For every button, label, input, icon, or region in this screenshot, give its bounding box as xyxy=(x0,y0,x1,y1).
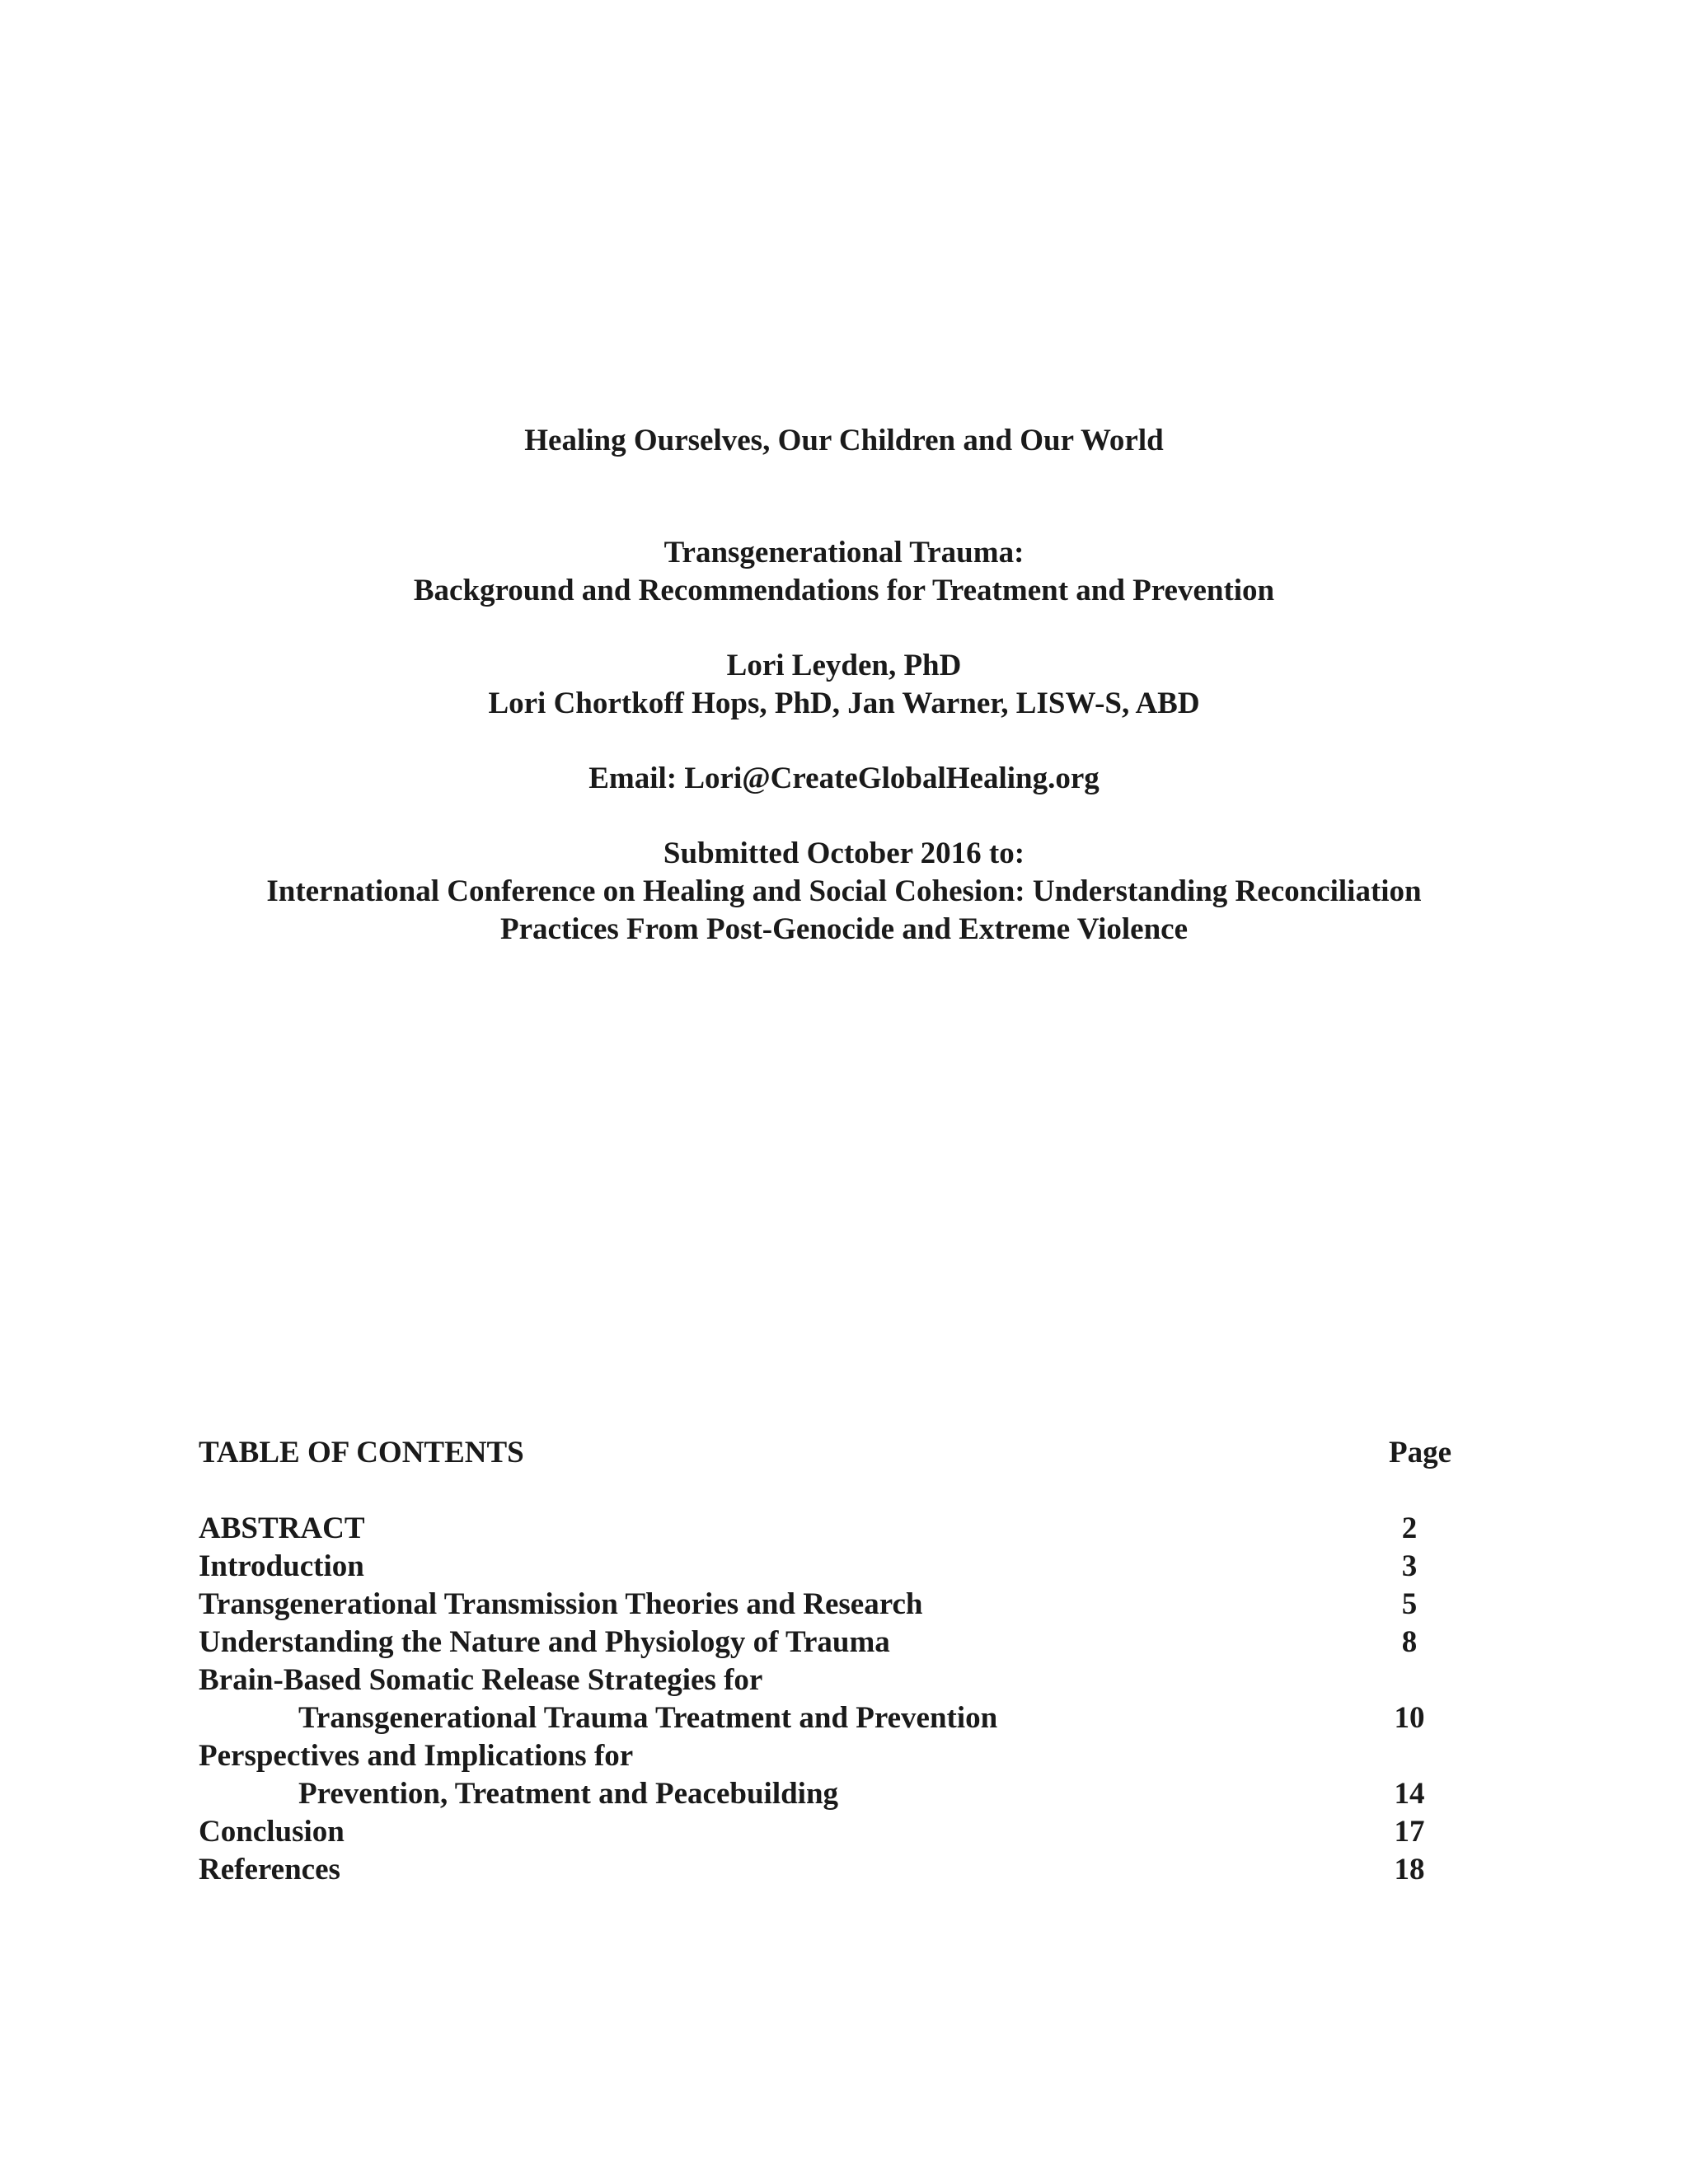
toc-entry xyxy=(199,1851,1451,1889)
contact-email: Email: Lori@CreateGlobalHealing.org xyxy=(588,762,1100,795)
toc-entry-page: 8 xyxy=(1401,1625,1418,1659)
toc-entry xyxy=(199,1737,1451,1775)
toc-header xyxy=(199,1434,1451,1472)
toc-entry-label: Prevention, Treatment and Peacebuilding xyxy=(298,1777,839,1811)
document-title: Healing Ourselves, Our Children and Our World xyxy=(524,424,1164,457)
toc-entry-page: 10 xyxy=(1394,1701,1425,1735)
toc-entry xyxy=(199,1586,1451,1624)
toc-entry-label: Brain-Based Somatic Release Strategies for xyxy=(199,1663,763,1697)
toc-heading: TABLE OF CONTENTS xyxy=(199,1436,524,1469)
toc-page-column-label: Page xyxy=(1388,1436,1451,1469)
toc-entry xyxy=(199,1624,1451,1661)
toc-entry-page: 3 xyxy=(1401,1549,1418,1583)
toc-entry-page: 5 xyxy=(1401,1587,1418,1621)
toc-entry-page: 17 xyxy=(1394,1815,1425,1849)
table-of-contents xyxy=(199,1434,1451,1889)
paper-title-line-1: Transgenerational Trauma: xyxy=(663,536,1025,569)
toc-entry xyxy=(199,1548,1451,1586)
author-line-1: Lori Leyden, PhD xyxy=(726,649,962,682)
toc-entry-label: Transgenerational Transmission Theories and Research xyxy=(199,1587,923,1621)
paper-title-line-2: Background and Recommendations for Treatment and Prevention xyxy=(413,574,1275,607)
submission-line-3: Practices From Post-Genocide and Extreme Violence xyxy=(500,912,1188,946)
toc-entry-label: References xyxy=(199,1853,340,1886)
toc-entry xyxy=(199,1699,1451,1737)
submission-line-2: International Conference on Healing and Social Cohesion: Understanding Reconciliation xyxy=(266,874,1422,908)
toc-entry-label: Conclusion xyxy=(199,1815,345,1849)
toc-entry-label: Perspectives and Implications for xyxy=(199,1739,634,1773)
author-line-2: Lori Chortkoff Hops, PhD, Jan Warner, LISW-S, ABD xyxy=(488,687,1200,720)
toc-entry-label: ABSTRACT xyxy=(199,1511,365,1545)
toc-entry xyxy=(199,1510,1451,1548)
toc-entry xyxy=(199,1813,1451,1851)
toc-entry xyxy=(199,1661,1451,1699)
toc-entry xyxy=(199,1775,1451,1813)
toc-entry-page: 2 xyxy=(1401,1511,1418,1545)
toc-entry-page: 18 xyxy=(1394,1853,1425,1886)
toc-entry-page: 14 xyxy=(1394,1777,1425,1811)
toc-entry-label: Introduction xyxy=(199,1549,364,1583)
submission-line-1: Submitted October 2016 to: xyxy=(663,837,1025,870)
toc-entry-label: Understanding the Nature and Physiology of Trauma xyxy=(199,1625,890,1659)
toc-entry-label: Transgenerational Trauma Treatment and Prevention xyxy=(298,1701,998,1735)
